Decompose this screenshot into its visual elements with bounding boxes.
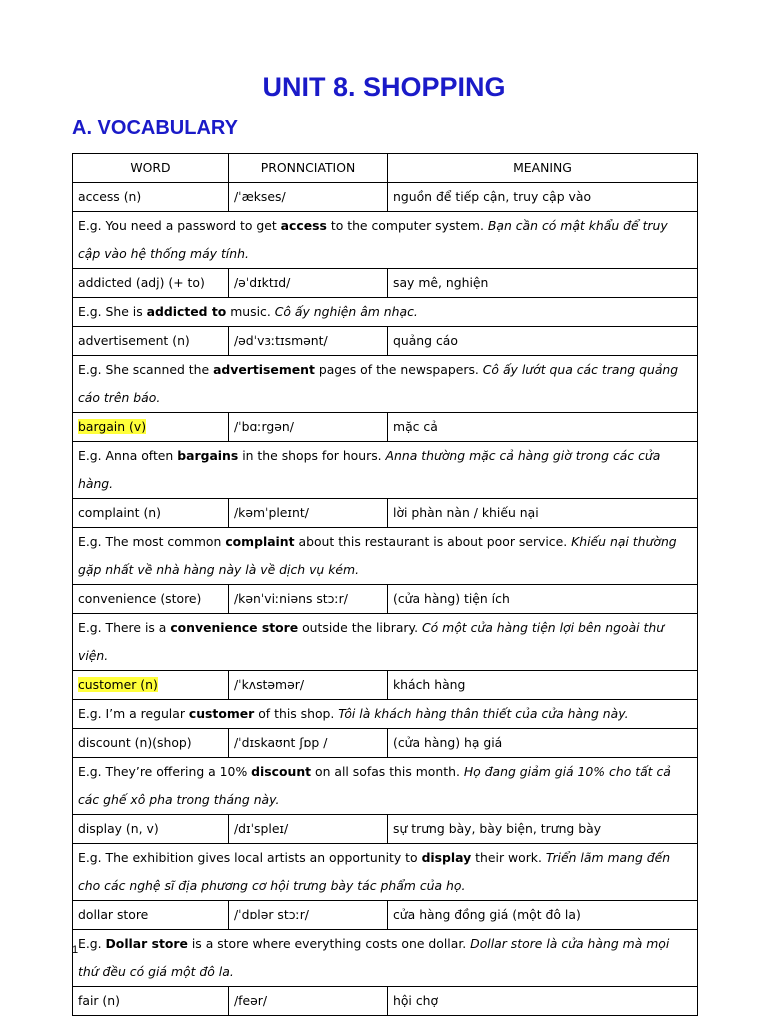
vocab-word	[73, 413, 229, 442]
vocab-word	[73, 499, 229, 528]
word-text: dollar store	[78, 907, 149, 922]
example-translation: Dollar store là cửa hàng mà mọi thứ đều có giá một đô la.	[78, 936, 670, 979]
example-sentence	[73, 614, 698, 671]
page-title: UNIT 8. SHOPPING	[262, 72, 506, 102]
word-text: advertisement (n)	[78, 333, 190, 348]
vocab-meaning: mặc cả	[388, 413, 698, 442]
example-rest: on all sofas this month.	[311, 764, 464, 779]
vocab-word	[73, 269, 229, 298]
example-translation: Tôi là khách hàng thân thiết của cửa hàng này.	[338, 706, 629, 721]
example-keyword: advertisement	[213, 362, 315, 377]
example-translation: Khiếu nại thường gặp nhất về nhà hàng này là về dịch vụ kém.	[78, 534, 677, 577]
section-heading: A. VOCABULARY	[72, 117, 238, 139]
example-lead: E.g. She scanned the	[78, 362, 214, 377]
vocab-meaning: (cửa hàng) tiện ích	[388, 585, 698, 614]
example-rest: their work.	[471, 850, 546, 865]
vocab-word	[73, 901, 229, 930]
vocab-row	[73, 671, 698, 700]
example-row	[73, 930, 698, 987]
example-sentence	[73, 212, 698, 269]
example-translation: Cô ấy lướt qua các trang quảng cáo trên báo.	[78, 362, 679, 405]
page-number: 1	[72, 944, 79, 956]
example-lead: E.g.	[78, 936, 106, 951]
vocab-meaning: say mê, nghiện	[388, 269, 698, 298]
vocab-row	[73, 815, 698, 844]
example-translation: Bạn cần có mật khẩu để truy cập vào hệ thống máy tính.	[78, 218, 668, 261]
example-lead: E.g. There is a	[78, 620, 171, 635]
example-row	[73, 614, 698, 671]
vocab-pronunciation: /feər/	[229, 987, 388, 1016]
example-sentence	[73, 700, 698, 729]
word-text: fair (n)	[78, 993, 120, 1008]
example-row	[73, 298, 698, 327]
vocab-pronunciation: /dɪˈspleɪ/	[229, 815, 388, 844]
word-text: discount (n)(shop)	[78, 735, 192, 750]
vocabulary-body	[73, 183, 698, 1016]
example-rest: is a store where everything costs one dollar.	[187, 936, 471, 951]
example-rest: in the shops for hours.	[238, 448, 386, 463]
word-text: convenience (store)	[78, 591, 202, 606]
vocab-row	[73, 183, 698, 212]
example-row	[73, 758, 698, 815]
vocab-row	[73, 585, 698, 614]
example-row	[73, 528, 698, 585]
vocab-row	[73, 327, 698, 356]
example-row	[73, 356, 698, 413]
vocab-pronunciation: /əˈdɪktɪd/	[229, 269, 388, 298]
word-text: customer (n)	[78, 677, 158, 692]
vocab-pronunciation: /ˈækses/	[229, 183, 388, 212]
example-rest: to the computer system.	[326, 218, 488, 233]
example-row	[73, 442, 698, 499]
vocab-meaning: nguồn để tiếp cận, truy cập vào	[388, 183, 698, 212]
example-row	[73, 700, 698, 729]
example-lead: E.g. They’re offering a 10%	[78, 764, 252, 779]
example-keyword: addicted to	[146, 304, 227, 319]
vocab-pronunciation: /ˈdɒlər stɔːr/	[229, 901, 388, 930]
vocab-pronunciation: /kənˈviːniəns stɔːr/	[229, 585, 388, 614]
vocab-meaning: cửa hàng đồng giá (một đô la)	[388, 901, 698, 930]
word-text: bargain (v)	[78, 419, 147, 434]
example-lead: E.g. She is	[78, 304, 147, 319]
example-sentence	[73, 758, 698, 815]
vocab-word	[73, 815, 229, 844]
example-sentence	[73, 298, 698, 327]
vocab-word	[73, 183, 229, 212]
vocab-row	[73, 499, 698, 528]
vocab-meaning: (cửa hàng) hạ giá	[388, 729, 698, 758]
example-lead: E.g. The most common	[78, 534, 226, 549]
example-sentence	[73, 844, 698, 901]
example-keyword: discount	[251, 764, 312, 779]
example-rest: about this restaurant is about poor service.	[294, 534, 572, 549]
vocab-meaning: sự trưng bày, bày biện, trưng bày	[388, 815, 698, 844]
example-lead: E.g. You need a password to get	[78, 218, 281, 233]
example-rest: outside the library.	[298, 620, 422, 635]
example-keyword: Dollar store	[105, 936, 188, 951]
vocab-row	[73, 269, 698, 298]
example-row	[73, 212, 698, 269]
vocab-row	[73, 413, 698, 442]
example-keyword: complaint	[225, 534, 295, 549]
vocab-pronunciation: /ˈkʌstəmər/	[229, 671, 388, 700]
table-header-row	[73, 154, 698, 183]
example-translation: Họ đang giảm giá 10% cho tất cả các ghế xô pha trong tháng này.	[78, 764, 671, 807]
word-text: addicted (adj) (+ to)	[78, 275, 205, 290]
example-lead: E.g. I’m a regular	[78, 706, 189, 721]
example-translation: Triển lãm mang đến cho các nghệ sĩ địa phương cơ hội trưng bày tác phẩm của họ.	[78, 850, 671, 893]
header-meaning: MEANING	[388, 154, 698, 183]
example-sentence	[73, 528, 698, 585]
vocab-pronunciation: /kəmˈpleɪnt/	[229, 499, 388, 528]
example-keyword: display	[421, 850, 472, 865]
header-pronunciation: PRONNCIATION	[229, 154, 388, 183]
example-keyword: customer	[188, 706, 255, 721]
example-sentence	[73, 356, 698, 413]
header-word: WORD	[73, 154, 229, 183]
example-keyword: bargains	[177, 448, 239, 463]
vocabulary-table	[72, 153, 698, 1016]
example-lead: E.g. Anna often	[78, 448, 178, 463]
vocab-meaning: quảng cáo	[388, 327, 698, 356]
example-rest: pages of the newspapers.	[314, 362, 483, 377]
example-keyword: convenience store	[170, 620, 299, 635]
vocab-meaning: khách hàng	[388, 671, 698, 700]
vocab-word	[73, 327, 229, 356]
vocab-word	[73, 729, 229, 758]
example-rest: of this shop.	[254, 706, 339, 721]
vocab-pronunciation: /ˈdɪskaʊnt ʃɒp /	[229, 729, 388, 758]
word-text: access (n)	[78, 189, 142, 204]
example-translation: Có một cửa hàng tiện lợi bên ngoài thư viện.	[78, 620, 665, 663]
example-translation: Cô ấy nghiện âm nhạc.	[274, 304, 418, 319]
vocab-row	[73, 901, 698, 930]
vocab-meaning: hội chợ	[388, 987, 698, 1016]
example-lead: E.g. The exhibition gives local artists an opportunity to	[78, 850, 422, 865]
example-sentence	[73, 442, 698, 499]
vocab-word	[73, 987, 229, 1016]
vocab-meaning: lời phàn nàn / khiếu nại	[388, 499, 698, 528]
word-text: display (n, v)	[78, 821, 159, 836]
vocab-row	[73, 729, 698, 758]
example-row	[73, 844, 698, 901]
example-translation: Anna thường mặc cả hàng giờ trong các cửa hàng.	[78, 448, 661, 491]
vocab-pronunciation: /ˈbɑːrgən/	[229, 413, 388, 442]
example-rest: music.	[226, 304, 275, 319]
word-text: complaint (n)	[78, 505, 161, 520]
vocab-word	[73, 671, 229, 700]
vocab-word	[73, 585, 229, 614]
example-sentence	[73, 930, 698, 987]
vocab-row	[73, 987, 698, 1016]
example-keyword: access	[280, 218, 327, 233]
vocab-pronunciation: /ədˈvɜːtɪsmənt/	[229, 327, 388, 356]
